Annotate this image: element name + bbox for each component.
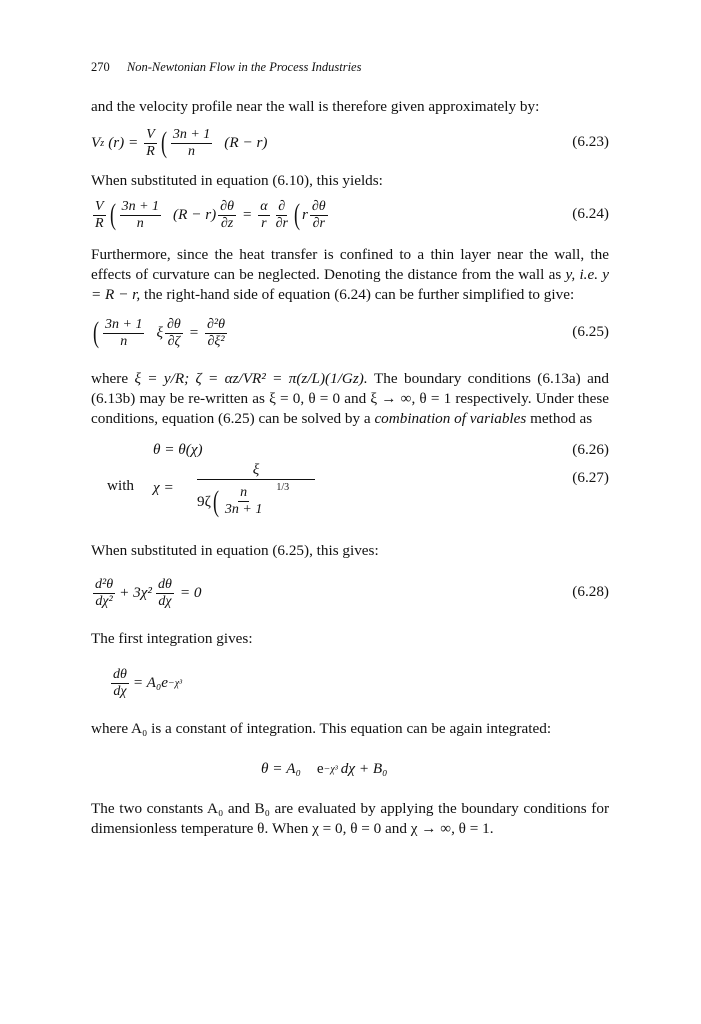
frac-dtheta: $\frac{d\theta}{d\chi}$ bbox=[113, 666, 127, 699]
paragraph-8: The two constants A₀ and B₀ are evaluated by applying the boundary conditions for dimensionless temperature θ. When χ = 0, θ = 0 and χ → ∞, θ = 1. bbox=[91, 800, 609, 837]
eq-tail: = 0 bbox=[179, 584, 202, 601]
eq-den: 9ζ bbox=[197, 492, 211, 510]
frac-3n1-n: $\frac{3n + 1}{n}$ bbox=[121, 198, 160, 231]
page-number: 270 bbox=[91, 60, 110, 74]
frac-dtheta-dr: $\frac{\partial\theta}{\partial r}$ bbox=[311, 198, 326, 231]
equation-first-integration bbox=[91, 663, 609, 719]
eq-tail: dχ + B₀ bbox=[340, 760, 388, 777]
frac-d2theta: $\frac{\text{d²θ}}{\text{dχ²}}$ bbox=[95, 576, 114, 609]
eq-mid: (R − r) bbox=[173, 206, 217, 223]
paragraph-4 bbox=[91, 369, 609, 429]
equation-number: (6.28) bbox=[572, 583, 609, 600]
eq-equals: = bbox=[241, 206, 253, 223]
frac-3n1-n: $\frac{3n + 1}{n}$ bbox=[105, 316, 143, 349]
paragraph-3 bbox=[91, 245, 609, 305]
frac-dtheta: $\frac{d\theta}{d\chi}$ bbox=[157, 576, 172, 609]
eq-equals: = bbox=[188, 324, 200, 341]
equation-6-27 bbox=[91, 461, 609, 539]
eq-exp: 1/3 bbox=[276, 482, 290, 493]
equation-number: (6.26) bbox=[572, 441, 609, 458]
equation-number: (6.24) bbox=[572, 205, 609, 222]
frac-d-dr: $\frac{\partial}{\partial r}$ bbox=[275, 198, 288, 231]
equation-6-25: ( $\frac{3n + 1}{n}$ ξ $\frac{\partial\theta}{\partial\zeta}$ = $\frac{\text{∂²θ}}{\text{∂ξ²}}$ (6.25) bbox=[93, 316, 609, 349]
frac-dtheta-dz: $\frac{\partial\theta}{\partial z}$ bbox=[220, 198, 234, 231]
eq-r: r bbox=[301, 206, 308, 223]
frac-3n1-n: $\frac{3n + 1}{n}$ bbox=[172, 126, 211, 159]
text-span: y, i.e. y = R − r, bbox=[91, 266, 609, 303]
equation-6-26 bbox=[91, 441, 609, 469]
text-span: method as bbox=[526, 410, 593, 427]
eq-num: ξ bbox=[252, 461, 260, 478]
chi-denominator: 9ζ ( $\frac{n}{3n + 1}$ 1/3 bbox=[197, 482, 290, 518]
eq-rhs: = A₀e bbox=[132, 674, 168, 691]
paragraph-5: When substituted in equation (6.25), this gives: bbox=[91, 542, 379, 559]
equation-6-24: $\frac{V}{R}$ ( $\frac{3n + 1}{n}$ (R − r) $\frac{\partial\theta}{\partial z}$ = $\frac{\alpha}{r}$ $\frac{\partial}{\partial r}$ ( r $\frac{\partial\theta}{\partial r}$ (6.24) bbox=[95, 198, 609, 231]
equation-second-integration bbox=[91, 757, 609, 799]
chi-numerator bbox=[197, 461, 315, 480]
frac-v-r: $\frac{V}{R}$ bbox=[146, 126, 155, 159]
paragraph-2: When substituted in equation (6.10), this yields: bbox=[91, 172, 383, 189]
equation-number: (6.27) bbox=[572, 469, 609, 486]
text-span: ξ = y/R; ζ = αz/VR² = π(z/L)(1/Gz). bbox=[134, 370, 368, 387]
text-span: where bbox=[91, 370, 135, 387]
eq-xi: ξ bbox=[156, 324, 163, 341]
frac-d2theta-dxi2: $\frac{\text{∂²θ}}{\text{∂ξ²}}$ bbox=[207, 316, 226, 349]
frac-v-r: $\frac{V}{R}$ bbox=[95, 198, 104, 231]
frac-dtheta-dzeta: $\frac{\partial\theta}{\partial\zeta}$ bbox=[166, 316, 181, 349]
text-span: the right-hand side of equation (6.24) can be further simplified to give: bbox=[140, 286, 575, 303]
eq-lhs: V bbox=[91, 134, 101, 151]
eq-lhs: θ = A₀ bbox=[261, 760, 301, 777]
frac-n-3n1: $\frac{n}{3n + 1}$ bbox=[224, 485, 263, 517]
eq-exp: −χ³ bbox=[323, 763, 338, 775]
page bbox=[91, 60, 609, 839]
eq-tail: (R − r) bbox=[224, 134, 268, 151]
eq-sub: z bbox=[100, 137, 105, 149]
text-span: combination of variables bbox=[374, 410, 527, 427]
text-span: Furthermore, since the heat transfer is confined to a thin layer near the wall, the effects of curvature can be neglected. Denoting the distance from the wall as bbox=[91, 246, 609, 283]
eq-text: θ = θ(χ) bbox=[153, 441, 203, 458]
paragraph-6: The first integration gives: bbox=[91, 630, 253, 647]
paragraph-7: where A₀ is a constant of integration. This equation can be again integrated: bbox=[91, 720, 552, 737]
running-title: Non-Newtonian Flow in the Process Industries bbox=[126, 60, 362, 74]
eq-exp: −χ³ bbox=[167, 677, 183, 689]
eq-mid: + 3χ² bbox=[119, 584, 152, 601]
eq-lhs: χ = bbox=[153, 479, 174, 496]
equation-number: (6.23) bbox=[572, 133, 609, 150]
eq-mid: e bbox=[316, 760, 324, 777]
eq-arg: (r) = bbox=[108, 134, 139, 151]
equation-6-28 bbox=[91, 573, 609, 629]
eq-with: with bbox=[107, 477, 135, 494]
text-span: The boundary conditions (6.13a) and (6.13b) may be re-written as ξ = 0, θ = 0 and ξ → ∞, θ = 1 respectively. Under these conditions, equation (6.25) can be solved by a bbox=[91, 370, 609, 427]
equation-number: (6.25) bbox=[572, 323, 609, 340]
running-header bbox=[91, 60, 609, 75]
frac-alpha-r: $\frac{\alpha}{r}$ bbox=[260, 198, 268, 231]
paragraph-1: and the velocity profile near the wall is therefore given approximately by: bbox=[91, 98, 540, 115]
equation-6-23: V z (r) = $\frac{V}{R}$ ( $\frac{3n + 1}{n}$ (R − r) (6.23) bbox=[91, 126, 609, 159]
